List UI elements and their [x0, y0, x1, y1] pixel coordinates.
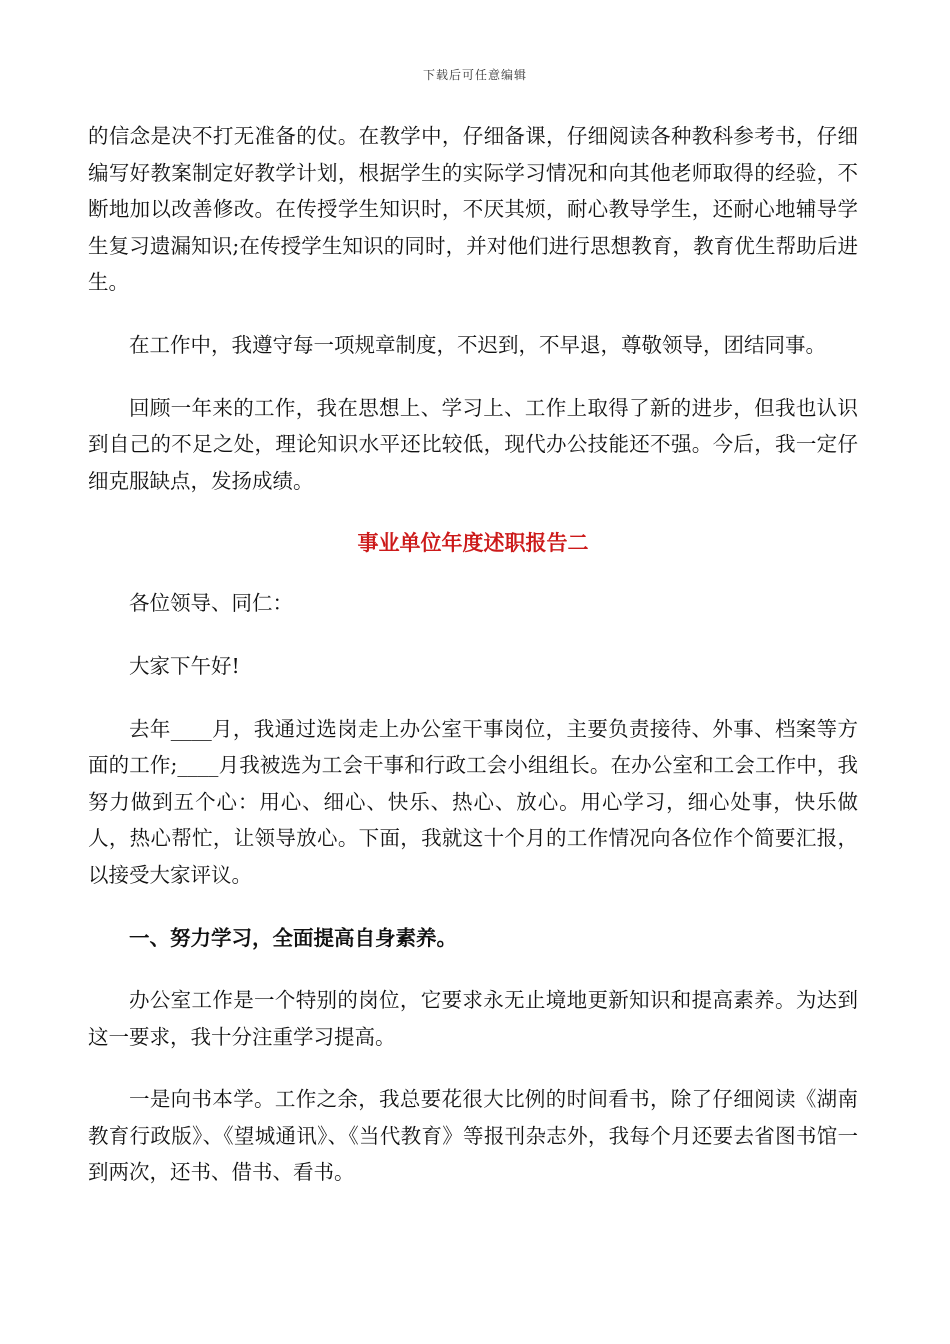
paragraph-books: 一是向书本学。工作之余，我总要花很大比例的时间看书，除了仔细阅读《湖南教育行政版》、《望城通讯》、《当代教育》等报刊杂志外，我每个月还要去省图书馆一到两次，还书、借书、看书。: [88, 1087, 858, 1185]
greeting: 大家下午好!: [129, 653, 240, 678]
paragraph-continuation: 的信念是决不打无准备的仗。在教学中，仔细备课，仔细阅读各种教科参考书，仔细编写好教案制定好教学计划，根据学生的实际学习情况和向其他老师取得的经验，不断地加以改善修改。在传授学生知识时，不厌其烦，耐心教导学生，还耐心地辅导学生复习遗漏知识;在传授学生知识的同时，并对他们进行思想教育，教育优生帮助后进生。: [88, 124, 858, 295]
paragraph-office-work: 办公室工作是一个特别的岗位，它要求永无止境地更新知识和提高素养。为达到这一要求，我十分注重学习提高。: [88, 988, 858, 1049]
section-title: 事业单位年度述职报告二: [357, 530, 589, 556]
paragraph-rules: 在工作中，我遵守每一项规章制度，不迟到，不早退，尊敬领导，团结同事。: [129, 332, 826, 357]
salutation: 各位领导、同仁：: [129, 591, 293, 616]
page-header-note: 下载后可任意编辑: [422, 68, 527, 82]
paragraph-intro: 去年____月，我通过选岗走上办公室干事岗位，主要负责接待、外事、档案等方面的工作;____月我被选为工会干事和行政工会小组组长。在办公室和工会工作中，我努力做到五个心：用心、细心、快乐、热心、放心。用心学习，细心处事，快乐做人，热心帮忙，让领导放心。下面，我就这十个月的工作情况向各位作个简要汇报，以接受大家评议。: [88, 716, 858, 887]
subheading-study: 一、努力学习，全面提高自身素养。: [129, 925, 457, 950]
document-body: [88, 118, 858, 1217]
paragraph-review: 回顾一年来的工作，我在思想上、学习上、工作上取得了新的进步，但我也认识到自己的不足之处，理论知识水平还比较低，现代办公技能还不强。今后，我一定仔细克服缺点，发扬成绩。: [88, 395, 858, 493]
